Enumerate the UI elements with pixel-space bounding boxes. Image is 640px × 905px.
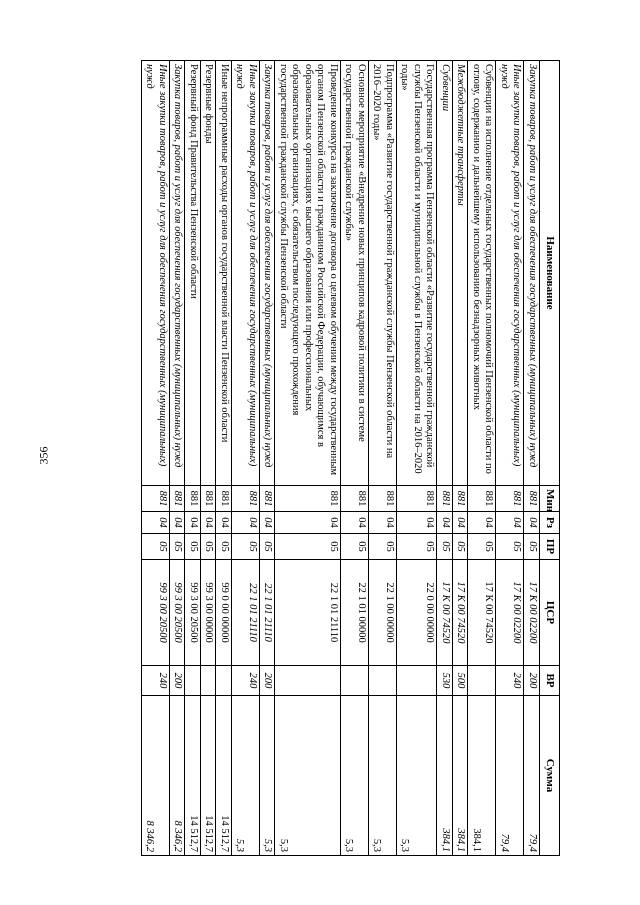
table-header-row [540, 61, 560, 856]
cell-vr: 200 [524, 666, 540, 696]
cell-sum: 5,3 [341, 696, 369, 856]
cell-sum: 14 512,7 [201, 696, 217, 856]
cell-csr: 99 3 00 20500 [142, 560, 170, 666]
cell-pr: 05 [468, 534, 496, 560]
cell-rz: 04 [496, 512, 524, 534]
table-row [185, 61, 201, 856]
cell-name: Закупка товаров, работ и услуг для обеспечения государственных (муниципальных) нужд [170, 61, 186, 486]
cell-pr: 05 [397, 534, 438, 560]
cell-vr: 200 [170, 666, 186, 696]
cell-sum: 384,1 [468, 696, 496, 856]
cell-name: Субвенции [437, 61, 453, 486]
cell-sum: 8 346,2 [170, 696, 186, 856]
cell-rz: 04 [468, 512, 496, 534]
cell-rz: 04 [201, 512, 217, 534]
cell-rz: 04 [341, 512, 369, 534]
cell-pr: 05 [170, 534, 186, 560]
cell-csr: 99 3 00 20500 [185, 560, 201, 666]
budget-table [141, 60, 560, 856]
cell-min: 881 [496, 486, 524, 512]
cell-vr [216, 666, 232, 696]
cell-csr: 22 1 01 21110 [232, 560, 260, 666]
cell-rz: 04 [437, 512, 453, 534]
cell-min: 881 [468, 486, 496, 512]
cell-rz: 04 [524, 512, 540, 534]
cell-min: 881 [142, 486, 170, 512]
cell-name: Закупка товаров, работ и услуг для обеспечения государственных (муниципальных) нужд [524, 61, 540, 486]
rotated-page-content [60, 60, 560, 855]
cell-csr: 22 1 01 21110 [275, 560, 341, 666]
cell-name: Основное мероприятие «Внедрение новых принципов кадровой политики в системе государственной гражданской службы» [341, 61, 369, 486]
table-row [142, 61, 170, 856]
cell-min: 881 [437, 486, 453, 512]
cell-min: 881 [275, 486, 341, 512]
cell-csr: 22 0 00 00000 [397, 560, 438, 666]
cell-min: 881 [260, 486, 276, 512]
header-csr: ЦСР [540, 560, 560, 666]
cell-vr: 200 [260, 666, 276, 696]
cell-min: 881 [369, 486, 397, 512]
cell-rz: 04 [453, 512, 469, 534]
cell-min: 881 [170, 486, 186, 512]
cell-pr: 05 [185, 534, 201, 560]
cell-pr: 05 [453, 534, 469, 560]
cell-min: 881 [185, 486, 201, 512]
table-row [468, 61, 496, 856]
cell-sum: 79,4 [496, 696, 524, 856]
cell-rz: 04 [142, 512, 170, 534]
cell-pr: 05 [232, 534, 260, 560]
cell-min: 881 [453, 486, 469, 512]
header-vr: ВР [540, 666, 560, 696]
cell-sum: 8 346,2 [142, 696, 170, 856]
cell-csr: 99 0 00 00000 [216, 560, 232, 666]
cell-sum: 384,1 [453, 696, 469, 856]
page-number: 356 [36, 446, 51, 465]
cell-csr: 17 К 00 74520 [437, 560, 453, 666]
cell-sum: 5,3 [260, 696, 276, 856]
table-row [232, 61, 260, 856]
table-row [524, 61, 540, 856]
cell-rz: 04 [185, 512, 201, 534]
cell-name: Иные непрограммные расходы органов государственной власти Пензенской области [216, 61, 232, 486]
cell-rz: 04 [369, 512, 397, 534]
cell-rz: 04 [397, 512, 438, 534]
cell-name: Иные закупки товаров, работ и услуг для обеспечения государственных (муниципальных) нужд [232, 61, 260, 486]
cell-pr: 05 [275, 534, 341, 560]
cell-sum: 14 512,7 [185, 696, 201, 856]
header-name: Наименование [540, 61, 560, 486]
cell-pr: 05 [496, 534, 524, 560]
cell-min: 881 [216, 486, 232, 512]
cell-vr [275, 666, 341, 696]
header-min: Мин [540, 486, 560, 512]
cell-sum: 14 512,7 [216, 696, 232, 856]
cell-min: 881 [201, 486, 217, 512]
cell-name: Резервный фонд Правительства Пензенской области [185, 61, 201, 486]
cell-csr: 17 К 00 74520 [468, 560, 496, 666]
cell-csr: 22 1 01 00000 [341, 560, 369, 666]
cell-name: Резервные фонды [201, 61, 217, 486]
cell-name: Закупка товаров, работ и услуг для обеспечения государственных (муниципальных) нужд [260, 61, 276, 486]
cell-csr: 99 3 00 00000 [201, 560, 217, 666]
cell-csr: 17 К 00 02200 [524, 560, 540, 666]
cell-vr: 500 [453, 666, 469, 696]
cell-vr [201, 666, 217, 696]
table-row [369, 61, 397, 856]
cell-sum: 5,3 [275, 696, 341, 856]
table-body [142, 61, 540, 856]
cell-pr: 05 [201, 534, 217, 560]
cell-vr: 240 [232, 666, 260, 696]
table-row [496, 61, 524, 856]
table-row [260, 61, 276, 856]
cell-vr [468, 666, 496, 696]
cell-csr: 99 3 00 20500 [170, 560, 186, 666]
cell-csr: 17 К 00 74520 [453, 560, 469, 666]
cell-rz: 04 [260, 512, 276, 534]
cell-min: 881 [232, 486, 260, 512]
cell-csr: 22 1 00 00000 [369, 560, 397, 666]
cell-name: Иные закупки товаров, работ и услуг для обеспечения государственных (муниципальных) нужд [142, 61, 170, 486]
cell-name: Подпрограмма «Развитие государственной гражданской службы Пензенской области на 2016–2020 годы» [369, 61, 397, 486]
cell-name: Межбюджетные трансферты [453, 61, 469, 486]
cell-name: Субвенции на исполнение отдельных государственных полномочий Пензенской области по отлову, содержанию и дальнейшему использованию безнадзорных животных [468, 61, 496, 486]
cell-pr: 05 [341, 534, 369, 560]
cell-pr: 05 [216, 534, 232, 560]
cell-name: Проведение конкурса на заключение договора о целевом обучении между государственным органом Пензенской области и гражданином Российской Федерации, обучающимся в образовательных организациях высшего образования или профессиональных образовательных организациях, с обязательством последующего прохождения государственной гражданской службы Пензенской области [275, 61, 341, 486]
header-sum: Сумма [540, 696, 560, 856]
cell-csr: 22 1 01 21110 [260, 560, 276, 666]
table-row [275, 61, 341, 856]
cell-min: 881 [341, 486, 369, 512]
cell-pr: 05 [260, 534, 276, 560]
cell-pr: 05 [524, 534, 540, 560]
cell-rz: 04 [232, 512, 260, 534]
table-row [341, 61, 369, 856]
cell-name: Государственная программа Пензенской области «Развитие государственной гражданской службы Пензенской области и муниципальной службы в Пензенской области на 2016–2020 годы» [397, 61, 438, 486]
cell-rz: 04 [170, 512, 186, 534]
cell-csr: 17 К 00 02200 [496, 560, 524, 666]
cell-sum: 384,1 [437, 696, 453, 856]
cell-pr: 05 [369, 534, 397, 560]
table-row [437, 61, 453, 856]
cell-sum: 79,4 [524, 696, 540, 856]
cell-sum: 5,3 [369, 696, 397, 856]
cell-name: Иные закупки товаров, работ и услуг для обеспечения государственных (муниципальных) нужд [496, 61, 524, 486]
cell-sum: 5,3 [397, 696, 438, 856]
cell-vr [369, 666, 397, 696]
table-row [170, 61, 186, 856]
cell-vr [185, 666, 201, 696]
cell-rz: 04 [216, 512, 232, 534]
table-row [453, 61, 469, 856]
cell-vr: 530 [437, 666, 453, 696]
table-row [201, 61, 217, 856]
cell-pr: 05 [142, 534, 170, 560]
table-row [397, 61, 438, 856]
cell-min: 881 [524, 486, 540, 512]
cell-min: 881 [397, 486, 438, 512]
cell-vr [397, 666, 438, 696]
header-pr: ПР [540, 534, 560, 560]
header-rz: Рз [540, 512, 560, 534]
cell-vr [341, 666, 369, 696]
cell-pr: 05 [437, 534, 453, 560]
cell-vr: 240 [496, 666, 524, 696]
cell-vr: 240 [142, 666, 170, 696]
cell-rz: 04 [275, 512, 341, 534]
cell-sum: 5,3 [232, 696, 260, 856]
table-row [216, 61, 232, 856]
